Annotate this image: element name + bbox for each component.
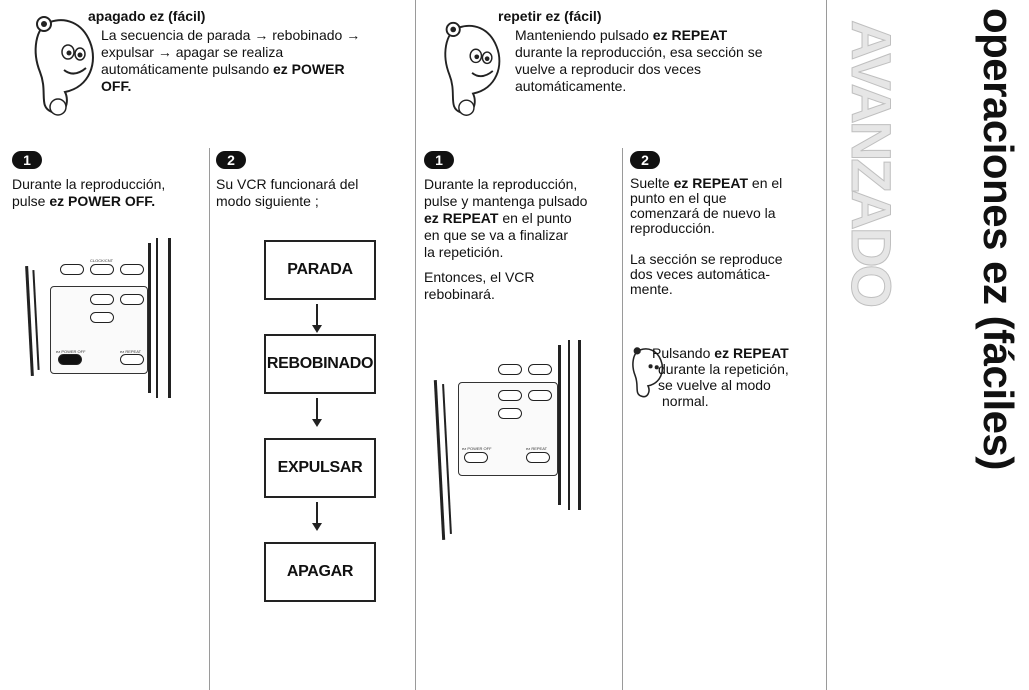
r-step1-bold: ez REPEAT — [424, 210, 499, 226]
side-title-vertical: operaciones ez (fáciles) — [975, 8, 1022, 470]
r-step1-l5: la repetición. — [424, 244, 504, 260]
step2-line2: modo siguiente ; — [216, 193, 319, 209]
intro-bold-power: ez POWER — [273, 61, 345, 77]
step1-line1: Durante la reproducción, — [12, 176, 166, 192]
section-title-apagado: apagado ez (fácil) — [88, 8, 206, 24]
remote-button — [90, 294, 114, 305]
apagado-intro — [101, 27, 401, 95]
r-step2-bold: ez REPEAT — [673, 175, 749, 191]
power-off-button — [464, 452, 488, 463]
r-step2-l1b: en el — [751, 175, 783, 191]
remote-button — [60, 264, 84, 275]
step1-bold: ez POWER OFF. — [49, 193, 156, 209]
intro-text-5: automáticamente pulsando — [101, 61, 270, 77]
remote-button — [498, 408, 522, 419]
divider-1 — [209, 148, 210, 690]
repeat-button — [526, 452, 550, 463]
note-bold: ez REPEAT — [714, 345, 789, 361]
remote-button — [90, 312, 114, 323]
remote-button — [528, 390, 552, 401]
remote-illustration-left — [28, 238, 178, 418]
label-power-off: ez POWER OFF — [462, 446, 492, 451]
flow-box-expulsar: EXPULSAR — [264, 438, 376, 498]
r-step1-l6: Entonces, el VCR — [424, 269, 535, 285]
step-number-1: 1 — [424, 151, 454, 169]
intro-text-1: La secuencia de parada — [101, 27, 251, 43]
repetir-intro-bold: ez REPEAT — [652, 27, 728, 43]
flow-box-apagar: APAGAR — [264, 542, 376, 602]
flow-arrow — [316, 304, 318, 326]
repeat-note — [652, 345, 822, 409]
flow-arrow — [316, 398, 318, 420]
divider-3 — [622, 148, 623, 690]
arrow-right-icon: → — [346, 27, 361, 43]
r-step1-l1: Durante la reproducción, — [424, 176, 578, 192]
remote-illustration-right — [438, 340, 588, 555]
left-step2-text — [216, 176, 406, 210]
r-step2-l1a: Suelte — [630, 175, 670, 191]
ghost-mascot-icon — [440, 14, 506, 126]
label-repeat: ez REPEAT — [120, 349, 142, 354]
left-step1-text — [12, 176, 202, 210]
step1-line2: pulse — [12, 193, 46, 209]
intro-text-2: rebobinado — [272, 27, 343, 43]
repetir-intro-1: Manteniendo pulsado — [515, 27, 649, 43]
repetir-intro-2: durante la reproducción, esa sección se — [515, 44, 763, 60]
remote-button — [90, 264, 114, 275]
note-l4: normal. — [662, 393, 709, 409]
note-l1a: Pulsando — [652, 345, 711, 361]
step-number-2: 2 — [216, 151, 246, 169]
repetir-intro-3: vuelve a reproducir dos veces — [515, 61, 701, 77]
remote-button — [498, 364, 522, 375]
r-step1-l4: en que se va a finalizar — [424, 227, 568, 243]
section-title-repetir: repetir ez (fácil) — [498, 8, 602, 24]
flow-arrow — [316, 502, 318, 524]
remote-button — [528, 364, 552, 375]
flow-box-parada: PARADA — [264, 240, 376, 300]
r-step2-l7: mente. — [630, 281, 673, 297]
intro-bold-off: OFF. — [101, 78, 132, 94]
arrow-right-icon: → — [157, 44, 172, 60]
step-number-1: 1 — [12, 151, 42, 169]
r-step2-l4: reproducción. — [630, 220, 715, 236]
label-repeat: ez REPEAT — [526, 446, 548, 451]
power-off-button — [58, 354, 82, 365]
r-step1-l7: rebobinará. — [424, 286, 495, 302]
r-step1-l3: en el punto — [502, 210, 572, 226]
r-step2-l3: comenzará de nuevo la — [630, 205, 776, 221]
right-step2-text — [630, 176, 820, 297]
flow-box-rebobinado: REBOBINADO — [264, 334, 376, 394]
ghost-mascot-icon — [30, 12, 100, 122]
repeat-button — [120, 354, 144, 365]
label-clock: CLOCK/CNT — [90, 258, 114, 263]
label-power-off: ez POWER OFF — [56, 349, 86, 354]
repetir-intro-4: automáticamente. — [515, 78, 627, 94]
note-l3: se vuelve al modo — [658, 377, 771, 393]
intro-text-3: expulsar — [101, 44, 154, 60]
right-step1-text — [424, 176, 619, 303]
step2-line1: Su VCR funcionará del — [216, 176, 359, 192]
remote-button — [120, 294, 144, 305]
intro-text-4: apagar se realiza — [175, 44, 284, 60]
note-l2: durante la repetición, — [658, 361, 789, 377]
remote-button — [120, 264, 144, 275]
step-number-2: 2 — [630, 151, 660, 169]
divider-4 — [826, 0, 827, 690]
divider-2 — [415, 0, 416, 690]
r-step2-l2: punto en el que — [630, 190, 727, 206]
r-step1-l2: pulse y mantenga pulsado — [424, 193, 588, 209]
r-step2-l5: La sección se reproduce — [630, 251, 783, 267]
remote-button — [498, 390, 522, 401]
repetir-intro — [515, 27, 825, 95]
arrow-right-icon: → — [254, 27, 269, 43]
r-step2-l6: dos veces automática- — [630, 266, 771, 282]
watermark-avanzado: AVANZADO — [840, 20, 903, 306]
